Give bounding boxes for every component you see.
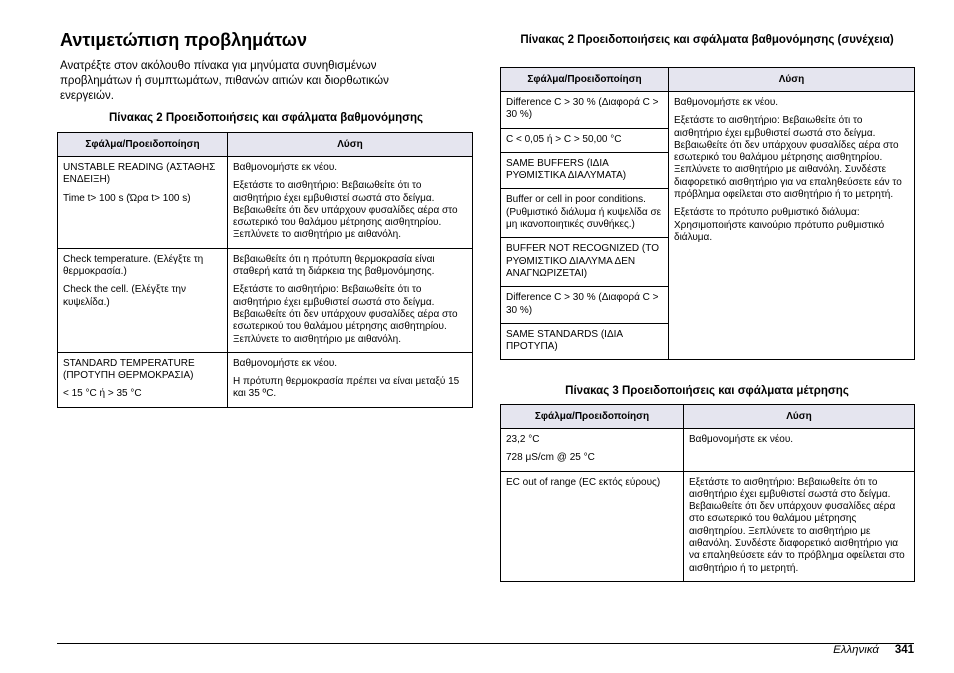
table1 xyxy=(57,132,473,408)
footer-divider xyxy=(57,643,914,644)
error-cell xyxy=(58,157,228,249)
error-cell: Buffer or cell in poor conditions. (Ρυθμιστικό διάλυμα ή κυψελίδα σε μη ικανοποιητικές συνθήκες.) xyxy=(501,189,669,238)
table2 xyxy=(500,67,915,360)
page-title: Αντιμετώπιση προβλημάτων xyxy=(60,30,307,50)
error-cell: SAME STANDARDS (ΙΔΙΑ ΠΡΟΤΥΠΑ) xyxy=(501,323,669,360)
solution-text: Εξετάστε το πρότυπο ρυθμιστικό διάλυμα: Χρησιμοποιήστε καινούριο πρότυπο ρυθμιστικό διάλυμα. xyxy=(674,207,885,243)
table3-header-solution: Λύση xyxy=(684,405,915,429)
solution-cell xyxy=(228,248,473,352)
error-cell xyxy=(501,471,684,581)
table-row xyxy=(58,157,473,249)
solution-text: Η πρότυπη θερμοκρασία πρέπει να είναι μεταξύ 15 και 35 ºC. xyxy=(233,376,460,400)
table-row xyxy=(501,471,915,581)
error-text: 728 μS/cm @ 25 °C xyxy=(506,452,595,464)
error-text: STANDARD TEMPERATURE (ΠΡΟΤΥΠΗ ΘΕΡΜΟΚΡΑΣΙΑ) xyxy=(63,357,195,382)
solution-text: Εξετάστε το αισθητήριο: Βεβαιωθείτε ότι το αισθητήριο έχει εμβυθιστεί σωστά στο δείγμα. Βεβαιωθείτε ότι δεν υπάρχουν φυσαλίδες αέρα στο εσωτερικού του θαλάμου μέτρησης αισθητηρίου. Ξεπλύνετε το αισθητήριο με αιθανόλη. xyxy=(233,284,458,345)
table3-caption: Πίνακας 3 Προειδοποιήσεις και σφάλματα μέτρησης xyxy=(565,385,849,397)
error-cell: Difference C > 30 % (Διαφορά C > 30 %) xyxy=(501,287,669,324)
solution-text: Βαθμονομήστε εκ νέου. xyxy=(674,97,779,108)
table-row xyxy=(58,352,473,407)
solution-text: Εξετάστε το αισθητήριο: Βεβαιωθείτε ότι το αισθητήριο έχει εμβυθιστεί σωστά στο δείγμα. Βεβαιωθείτε ότι δεν υπάρχουν φυσαλίδες αέρα στο εσωτερικό του θαλάμου μέτρησης αισθητηρίου. Ξεπλύνετε το αισθητήριο με αιθανόλη. Συνδέστε διαφορετικό αισθητήριο για να επαληθεύσετε εάν το πρόβλημα οφείλεται στο αισθητήριο ή το μετρητή. xyxy=(689,476,905,574)
table-row xyxy=(501,92,915,129)
solution-cell xyxy=(684,429,915,472)
table1-header-error: Σφάλμα/Προειδοποίηση xyxy=(58,133,228,157)
solution-cell xyxy=(228,352,473,407)
solution-text: Βαθμονομήστε εκ νέου. xyxy=(689,434,794,445)
error-cell xyxy=(58,352,228,407)
solution-cell xyxy=(684,471,915,581)
error-text: Check temperature. (Ελέγξτε τη θερμοκρασία.) xyxy=(63,253,204,278)
solution-cell xyxy=(228,157,473,249)
table2-header-solution: Λύση xyxy=(669,68,915,92)
error-text: 23,2 °C xyxy=(506,434,540,445)
table1-header-solution: Λύση xyxy=(228,133,473,157)
solution-text: Βαθμονομήστε εκ νέου. xyxy=(233,162,338,173)
error-cell xyxy=(501,429,684,472)
error-cell: BUFFER NOT RECOGNIZED (ΤΟ ΡΥΘΜΙΣΤΙΚΟ ΔΙΑΛΥΜΑ ΔΕΝ ΑΝΑΓΝΩΡΙΖΕΤΑΙ) xyxy=(501,238,669,287)
solution-cell xyxy=(669,92,915,360)
table3 xyxy=(500,404,915,582)
table3-header-error: Σφάλμα/Προειδοποίηση xyxy=(501,405,684,429)
intro-paragraph: Ανατρέξτε στον ακόλουθο πίνακα για μηνύματα συνηθισμένων προβλημάτων ή συμπτωμάτων, πιθανών αιτιών και διορθωτικών ενεργειών. xyxy=(60,60,389,102)
error-text: Check the cell. (Ελέγξτε την κυψελίδα.) xyxy=(63,284,186,308)
error-cell: Difference C > 30 % (Διαφορά C > 30 %) xyxy=(501,92,669,129)
table2-header-error: Σφάλμα/Προειδοποίηση xyxy=(501,68,669,92)
table2-caption: Πίνακας 2 Προειδοποιήσεις και σφάλματα βαθμονόμησης (συνέχεια) xyxy=(520,34,894,46)
error-text: < 15 °C ή > 35 °C xyxy=(63,388,142,400)
error-text: UNSTABLE READING (ΑΣΤΑΘΗΣ ΕΝΔΕΙΞΗ) xyxy=(63,162,216,186)
solution-text: Εξετάστε το αισθητήριο: Βεβαιωθείτε ότι το αισθητήριο έχει εμβυθιστεί σωστά στο δείγμα. Βεβαιωθείτε ότι δεν υπάρχουν φυσαλίδες αέρα στο εσωτερικό του θαλάμου μέτρησης αισθητηρίου. Ξεπλύνετε το αισθητήριο με αιθανόλη. xyxy=(233,180,458,241)
error-cell: C < 0,05 ή > C > 50,00 °C xyxy=(501,128,669,152)
solution-text: Εξετάστε το αισθητήριο: Βεβαιωθείτε ότι το αισθητήριο έχει εμβυθιστεί σωστά στο δείγμα. Βεβαιωθείτε ότι δεν υπάρχουν φυσαλίδες αέρα στο εσωτερικό του θαλάμου μέτρησης αισθητηρίου. Ξεπλύνετε το αισθητήριο με αιθανόλη. Συνδέστε διαφορετικό αισθητήριο για να επαληθεύσετε εάν το πρόβλημα οφείλεται στο αισθητήριο ή το μετρητή. xyxy=(674,115,902,201)
table-row xyxy=(501,429,915,472)
error-text: EC out of range (EC εκτός εύρους) xyxy=(506,476,661,488)
table1-caption: Πίνακας 2 Προειδοποιήσεις και σφάλματα βαθμονόμησης xyxy=(109,112,423,124)
error-cell xyxy=(58,248,228,352)
error-cell: SAME BUFFERS (ΙΔΙΑ ΡΥΘΜΙΣΤΙΚΑ ΔΙΑΛΥΜΑΤΑ) xyxy=(501,152,669,189)
footer-page-number: 341 xyxy=(894,644,914,656)
solution-text: Βεβαιωθείτε ότι η πρότυπη θερμοκρασία είναι σταθερή κατά τη διάρκεια της βαθμονόμησης. xyxy=(233,253,435,278)
table-row xyxy=(58,248,473,352)
error-text: Time t> 100 s (Ώρα t> 100 s) xyxy=(63,192,191,204)
solution-text: Βαθμονομήστε εκ νέου. xyxy=(233,357,338,369)
footer-language: Ελληνικά xyxy=(833,644,879,656)
